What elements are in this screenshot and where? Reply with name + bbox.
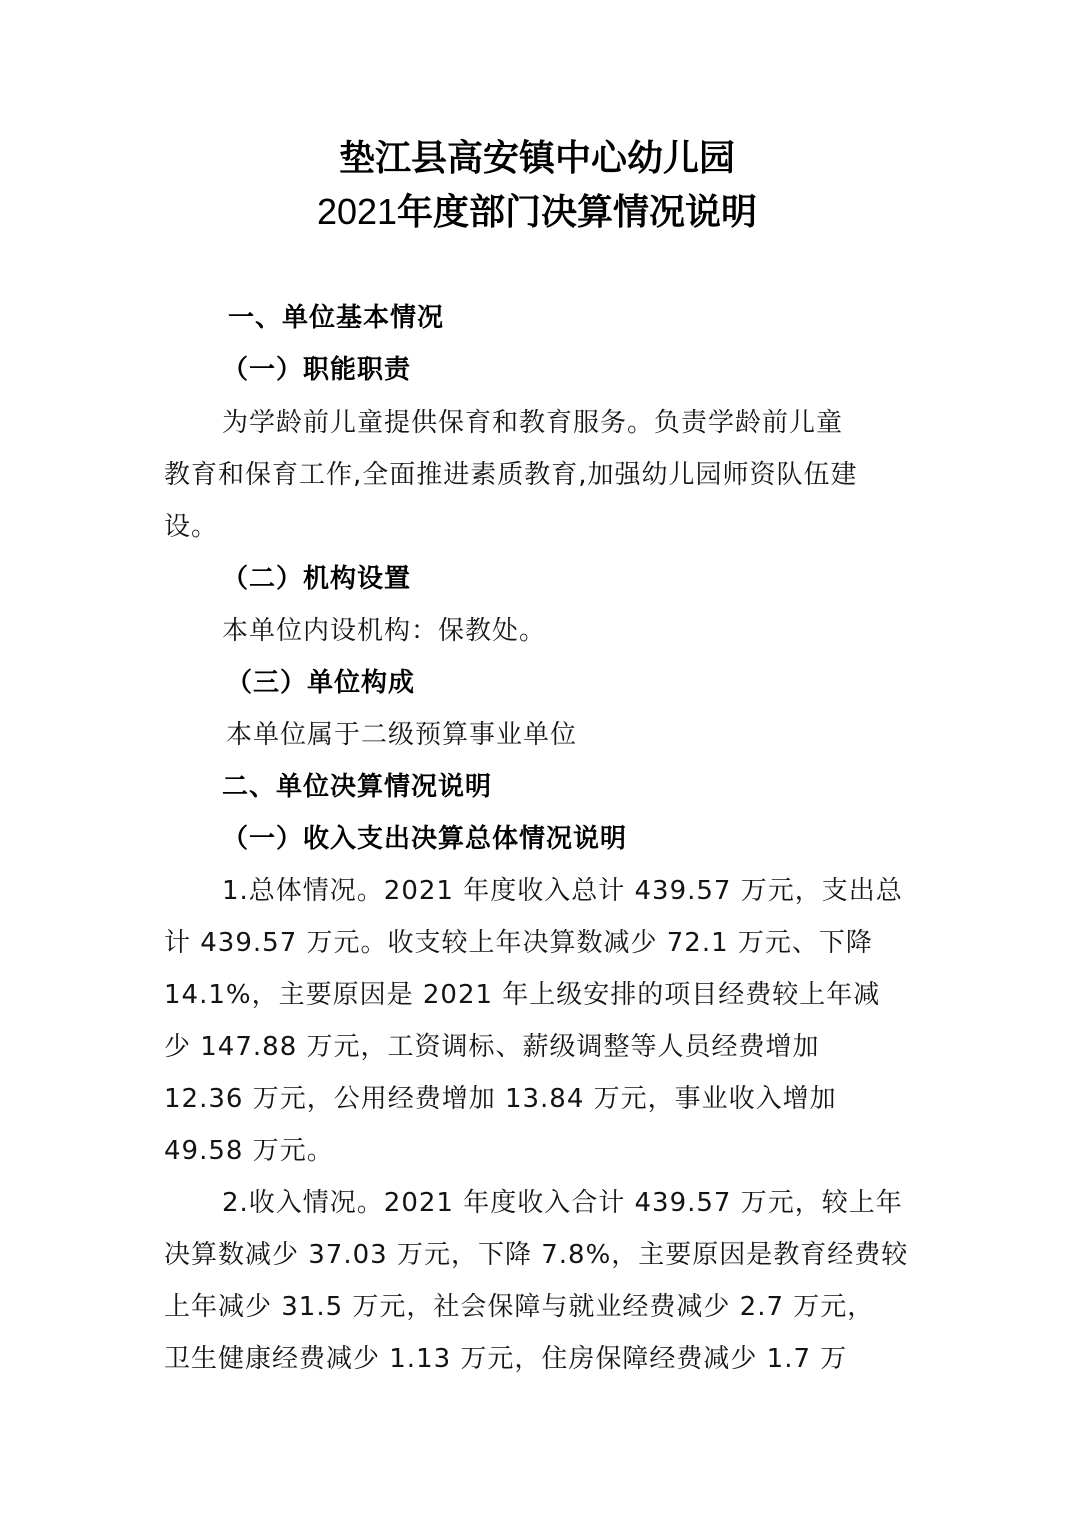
paragraph-line: 本单位内设机构：保教处。 (222, 616, 547, 646)
paragraph-line: 决算数减少 37.03 万元，下降 7.8%，主要原因是教育经费较 (164, 1240, 909, 1270)
subsection-1-3-heading: （三）单位构成 (226, 668, 416, 698)
paragraph-line: 12.36 万元，公用经费增加 13.84 万元，事业收入增加 (164, 1084, 837, 1114)
title-subtitle: 年度部门决算情况说明 (397, 191, 758, 233)
document-title-line1: 垫江县高安镇中心幼儿园 (338, 137, 735, 179)
paragraph-line: 教育和保育工作,全面推进素质教育,加强幼儿园师资队伍建 (164, 460, 858, 490)
section-1-heading: 一、单位基本情况 (228, 303, 445, 333)
paragraph-line: 2.收入情况。2021 年度收入合计 439.57 万元，较上年 (222, 1188, 903, 1218)
subsection-1-2-heading: （二）机构设置 (222, 564, 412, 594)
paragraph-line: 49.58 万元。 (164, 1136, 334, 1166)
subsection-2-1-heading: （一）收入支出决算总体情况说明 (222, 824, 628, 854)
paragraph-line: 为学龄前儿童提供保育和教育服务。负责学龄前儿童 (222, 408, 844, 438)
paragraph-line: 本单位属于二级预算事业单位 (226, 720, 578, 750)
subsection-1-1-heading: （一）职能职责 (222, 355, 412, 385)
document-title-line2 (0, 188, 1074, 236)
paragraph-line: 14.1%，主要原因是 2021 年上级安排的项目经费较上年减 (164, 980, 881, 1010)
paragraph-line: 卫生健康经费减少 1.13 万元，住房保障经费减少 1.7 万 (164, 1344, 848, 1374)
section-2-heading: 二、单位决算情况说明 (222, 772, 493, 802)
paragraph-line: 设。 (164, 512, 219, 542)
paragraph-line: 上年减少 31.5 万元，社会保障与就业经费减少 2.7 万元， (164, 1292, 875, 1322)
title-year: 2021 (316, 191, 398, 232)
paragraph-line: 少 147.88 万元，工资调标、薪级调整等人员经费增加 (164, 1032, 820, 1062)
paragraph-line: 计 439.57 万元。收支较上年决算数减少 72.1 万元、下降 (164, 928, 873, 958)
paragraph-line: 1.总体情况。2021 年度收入总计 439.57 万元，支出总 (222, 876, 903, 906)
